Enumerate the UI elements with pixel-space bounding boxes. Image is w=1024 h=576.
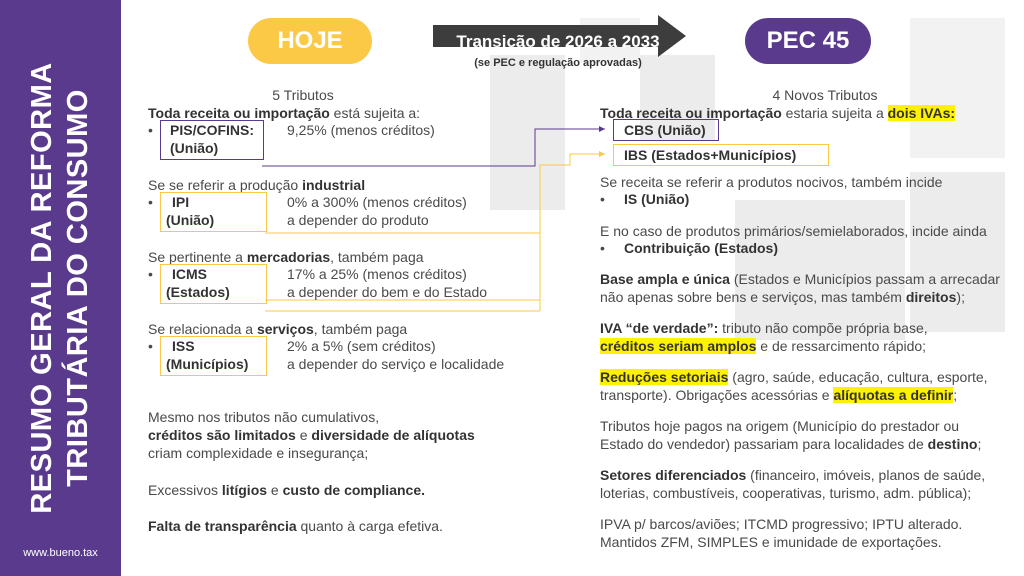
- origin-line2-bold: destino: [927, 436, 978, 452]
- right-intro-bold: Toda receita ou importação: [600, 105, 782, 121]
- ipi-rate-note: a depender do produto: [287, 212, 429, 228]
- base-bold: Base ampla e única: [600, 271, 730, 287]
- iss-rate-note: a depender do serviço e localidade: [287, 356, 505, 372]
- bullet: •: [600, 240, 605, 256]
- note2-bold1: litígios: [221, 482, 268, 498]
- origin-line2: [600, 435, 981, 453]
- iss-name: ISS: [172, 338, 195, 354]
- icms-intro-bold: mercadorias: [246, 249, 331, 265]
- note1-line1: Mesmo nos tributos não cumulativos,: [148, 409, 380, 425]
- icms-name: ICMS: [172, 266, 207, 282]
- icms-intro-suffix: , também paga: [330, 249, 424, 265]
- note2-bold2: custo de compliance.: [282, 482, 425, 498]
- iva-bold: IVA “de verdade”:: [600, 320, 719, 336]
- pec-pill: PEC 45: [745, 18, 871, 64]
- left-count-label: 5 Tributos: [272, 87, 334, 103]
- sect-bold: Setores diferenciados: [600, 467, 747, 483]
- contrib-intro: E no caso de produtos primários/semielaborados, incide ainda: [600, 223, 987, 239]
- ipi-jurisdiction: (União): [166, 212, 215, 228]
- red-line2-text: transporte). Obrigações acessórias e: [600, 387, 834, 403]
- ipi-intro-bold: industrial: [302, 177, 366, 193]
- misc-line2: Mantidos ZFM, SIMPLES e imunidade de exportações.: [600, 534, 942, 550]
- note1-line3: criam complexidade e insegurança;: [148, 445, 369, 461]
- iss-rate: 2% a 5% (sem créditos): [287, 338, 436, 354]
- note1-mid: e: [295, 427, 312, 443]
- red-highlight: Reduções setoriais: [600, 369, 729, 385]
- sidebar-title-line1: RESUMO GERAL DA REFORMA: [26, 62, 58, 514]
- base-line1: [600, 270, 1000, 288]
- sect-line1: [600, 466, 985, 484]
- pis-jurisdiction: (União): [170, 140, 219, 156]
- right-count-label: 4 Novos Tributos: [772, 87, 878, 103]
- left-intro-bold: Toda receita ou importação: [148, 105, 330, 121]
- red-rest: (agro, saúde, educação, cultura, esporte,: [728, 369, 988, 385]
- today-pill: HOJE: [248, 18, 372, 64]
- ipi-rate: 0% a 300% (menos créditos): [287, 194, 467, 210]
- bullet: •: [148, 122, 153, 138]
- cbs-name: CBS (União): [624, 122, 706, 138]
- bullet: •: [600, 191, 605, 207]
- base-line2-text: não apenas sobre bens e serviços, mas também: [600, 289, 906, 305]
- right-intro-mid: estaria sujeita a: [781, 105, 888, 121]
- sidebar-title-line2: TRIBUTÁRIA DO CONSUMO: [62, 89, 94, 487]
- ipi-name: IPI: [172, 194, 190, 210]
- sect-rest: (financeiro, imóveis, planos de saúde,: [746, 467, 986, 483]
- ipi-intro-text: Se se referir a produção: [148, 177, 303, 193]
- icms-jurisdiction: (Estados): [166, 284, 230, 300]
- note1-bold2: diversidade de alíquotas: [311, 427, 475, 443]
- right-intro-highlight: dois IVAs:: [887, 105, 956, 121]
- icms-rate: 17% a 25% (menos créditos): [287, 266, 467, 282]
- sect-line2: loterias, combustíveis, cooperativas, turismo, adm. pública);: [600, 485, 972, 501]
- origin-line2-suffix: ;: [977, 436, 982, 452]
- iva-line1: [600, 319, 928, 337]
- bullet: •: [148, 338, 153, 354]
- left-intro-suffix: está sujeita a:: [329, 105, 421, 121]
- icms-rate-note: a depender do bem e do Estado: [287, 284, 488, 300]
- note1-bold1: créditos são limitados: [148, 427, 296, 443]
- note2-text: Excessivos: [148, 482, 222, 498]
- website-link[interactable]: www.bueno.tax: [23, 547, 98, 559]
- red-line2-suffix: ;: [953, 387, 958, 403]
- red-line2-highlight: alíquotas a definir: [833, 387, 954, 403]
- base-line2: [600, 288, 965, 306]
- iss-intro-bold: serviços: [256, 321, 314, 337]
- iva-line2: [600, 337, 926, 355]
- icms-intro-text: Se pertinente a: [148, 249, 247, 265]
- note2: [148, 481, 425, 499]
- transition-label: Transição de 2026 a 2033: [456, 32, 660, 51]
- base-line2-suffix: );: [956, 289, 965, 305]
- iss-jurisdiction: (Municípios): [166, 356, 249, 372]
- bullet: •: [148, 194, 153, 210]
- red-line2: [600, 386, 957, 404]
- ibs-name: IBS (Estados+Municípios): [624, 147, 797, 163]
- pis-name: PIS/COFINS:: [170, 122, 255, 138]
- is-intro: Se receita se referir a produtos nocivos, também incide: [600, 174, 943, 190]
- base-rest: (Estados e Municípios passam a arrecadar: [729, 271, 1000, 287]
- note3-bold: Falta de transparência: [148, 518, 297, 534]
- note1-line2: [148, 426, 475, 444]
- misc-line1: IPVA p/ barcos/aviões; ITCMD progressivo; IPTU alterado.: [600, 516, 963, 532]
- note3: [148, 517, 443, 535]
- transition-note: (se PEC e regulação aprovadas): [474, 57, 642, 69]
- origin-line1: Tributos hoje pagos na origem (Município do prestador ou: [600, 418, 960, 434]
- is-name: IS (União): [624, 191, 690, 207]
- contrib-name: Contribuição (Estados): [624, 240, 779, 256]
- bullet: •: [148, 266, 153, 282]
- red-line1: [600, 368, 988, 386]
- iva-line2-suffix: e de ressarcimento rápido;: [756, 338, 927, 354]
- iva-highlight: créditos seriam amplos: [600, 338, 757, 354]
- iva-rest: tributo não compõe própria base,: [718, 320, 928, 336]
- note2-mid: e: [267, 482, 283, 498]
- origin-line2-text: Estado do vendedor) passariam para localidades de: [600, 436, 928, 452]
- note3-suffix: quanto à carga efetiva.: [296, 518, 443, 534]
- pis-rate: 9,25% (menos créditos): [287, 122, 435, 138]
- iss-intro-text: Se relacionada a: [148, 321, 257, 337]
- iss-intro-suffix: , também paga: [313, 321, 408, 337]
- base-line2-bold: direitos: [905, 289, 957, 305]
